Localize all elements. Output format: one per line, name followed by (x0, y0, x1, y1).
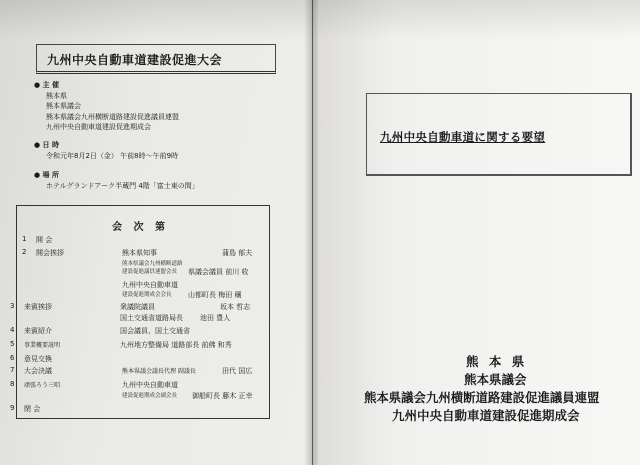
org-line-2: 熊本県議会 (464, 372, 527, 387)
program-row-1 (22, 235, 53, 244)
program-row-6 (10, 354, 264, 362)
row-number: 3 (10, 302, 15, 310)
program-row-4 (10, 326, 264, 334)
datetime-section (34, 140, 178, 161)
program-row-5 (10, 340, 264, 348)
row-number: 8 (10, 380, 15, 388)
row-number: 5 (10, 340, 15, 348)
row-item: 開会挨拶 (36, 249, 64, 257)
row-detail: 九州地方整備局 道路部長 前佛 和秀 (120, 341, 232, 349)
venue-heading: ● 場 所 (34, 171, 59, 179)
organizer-line: 熊本県議会 (46, 102, 81, 110)
row-number: 6 (10, 354, 15, 362)
row-detail: 九州中央自動車道 (122, 381, 178, 389)
row-item: 来賓紹介 (24, 327, 52, 335)
program-row-2 (22, 248, 262, 256)
organizer-line: 熊本県議会九州横断道路建設促進議員連盟 (46, 112, 179, 121)
row-item: 事業概要説明 (24, 342, 61, 349)
datetime-heading: ● 日 時 (34, 141, 59, 149)
row-number: 2 (22, 248, 27, 256)
row-person: 坂本 哲志 (220, 303, 251, 311)
row-detail: 建設促進期成会副会長 (122, 393, 178, 399)
event-title-box (36, 44, 276, 74)
row-detail: 国土交通省道路局長 (120, 314, 183, 322)
row-number: 1 (22, 235, 27, 243)
program-row-3-sub (120, 313, 260, 323)
row-person: 山都町長 梅田 穰 (188, 291, 242, 299)
org-line-4: 九州中央自動車道建設促進期成会 (392, 408, 580, 423)
row-item: 開 会 (36, 236, 53, 244)
row-detail: 国会議員、国土交通省 (120, 327, 190, 335)
top-shadow (0, 0, 640, 40)
row-item: 意見交換 (24, 355, 52, 363)
program-row-8 (10, 380, 264, 388)
organizer-line: 熊本県 (46, 91, 67, 100)
datetime-value: 令和元年8月2日（金） 午前8時〜午前9時 (46, 151, 179, 160)
program-title: 会 次 第 (112, 222, 169, 233)
row-detail: 熊本県議会九州横断道路 (122, 261, 183, 267)
event-title: 九州中央自動車道建設促進大会 (47, 53, 223, 67)
program-row-7 (10, 366, 264, 374)
organizers-section (34, 80, 179, 133)
row-person: 田代 国広 (222, 367, 253, 375)
venue-section (34, 170, 199, 191)
organizers-heading: ● 主 催 (34, 81, 59, 89)
request-title: 九州中央自動車道に関する要望 (380, 130, 546, 144)
program-row-2-sub1 (122, 259, 183, 267)
row-item: 来賓挨拶 (24, 303, 52, 311)
venue-value: ホテルグランドアーク半蔵門 4階「富士東の間」 (46, 181, 199, 190)
program-row-2-sub4 (122, 290, 262, 298)
row-detail: 衆議院議員 (120, 303, 155, 311)
row-person: 池田 豊人 (200, 314, 231, 322)
program-row-9 (10, 404, 41, 413)
row-number: 4 (10, 326, 15, 334)
program-row-8-sub (122, 391, 272, 399)
row-person: 御船町長 藤木 正幸 (192, 392, 253, 400)
book-gutter (304, 0, 318, 465)
row-detail: 九州中央自動車道 (122, 281, 178, 289)
row-number: 7 (10, 366, 15, 374)
program-row-2-sub2 (122, 267, 262, 275)
row-item: 閉 会 (24, 405, 41, 413)
row-person: 蒲島 郁夫 (222, 249, 253, 257)
row-detail: 熊本県議会議長代理 副議長 (122, 368, 196, 375)
org-line-1: 熊 本 県 (466, 354, 528, 369)
row-person: 県議会議員 前川 收 (188, 268, 249, 276)
org-line-3: 熊本県議会九州横断道路建設促進議員連盟 (364, 390, 600, 405)
row-number: 9 (10, 404, 15, 412)
row-detail: 建設促進議員連盟会長 (122, 269, 178, 275)
row-item: 頑張ろう三唱 (24, 382, 61, 389)
organizer-line: 九州中央自動車道建設促進期成会 (46, 123, 151, 131)
program-row-3 (10, 302, 264, 310)
program-row-2-sub3 (122, 280, 178, 290)
row-detail: 熊本県知事 (122, 249, 157, 257)
row-item: 大会決議 (24, 367, 52, 375)
row-detail: 建設促進期成会会長 (122, 292, 172, 298)
